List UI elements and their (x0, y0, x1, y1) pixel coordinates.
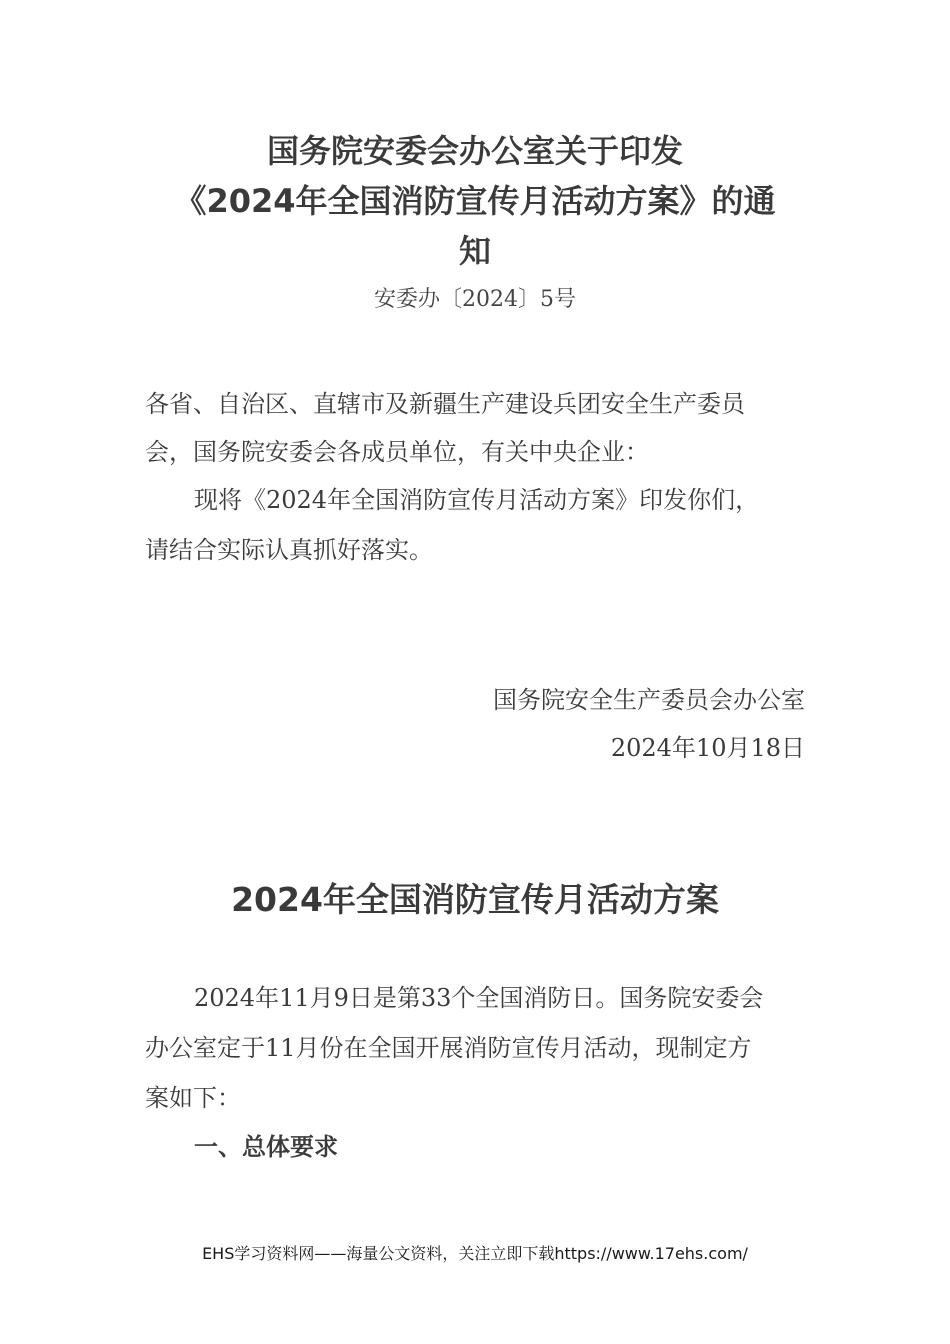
section-heading-1: 一、总体要求 (194, 1133, 338, 1161)
plan-intro-line-2: 办公室定于11月份在全国开展消防宣传月活动，现制定方 (145, 1034, 752, 1062)
notice-body-line-2: 请结合实际认真抓好落实。 (145, 536, 433, 564)
recipients-line-1: 各省、自治区、直辖市及新疆生产建设兵团安全生产委员 (145, 390, 745, 418)
footer-watermark: EHS学习资料网——海量公文资料，关注立即下载https://www.17ehs.com/ (202, 1244, 748, 1263)
plan-intro-line-3: 案如下： (145, 1084, 241, 1112)
issuer: 国务院安全生产委员会办公室 (493, 686, 805, 714)
issue-date: 2024年10月18日 (610, 734, 805, 762)
plan-title: 2024年全国消防宣传月活动方案 (231, 880, 719, 919)
recipients-line-2: 会，国务院安委会各成员单位，有关中央企业： (145, 438, 649, 466)
notice-title-line-1: 国务院安委会办公室关于印发 (266, 132, 683, 170)
document-number: 安委办〔2024〕5号 (374, 287, 576, 312)
notice-body-line-1: 现将《2024年全国消防宣传月活动方案》印发你们， (194, 486, 760, 514)
notice-title-line-3: 知 (458, 232, 491, 270)
notice-title-line-2: 《2024年全国消防宣传月活动方案》的通 (174, 182, 776, 220)
plan-intro-line-1: 2024年11月9日是第33个全国消防日。国务院安委会 (194, 984, 764, 1012)
